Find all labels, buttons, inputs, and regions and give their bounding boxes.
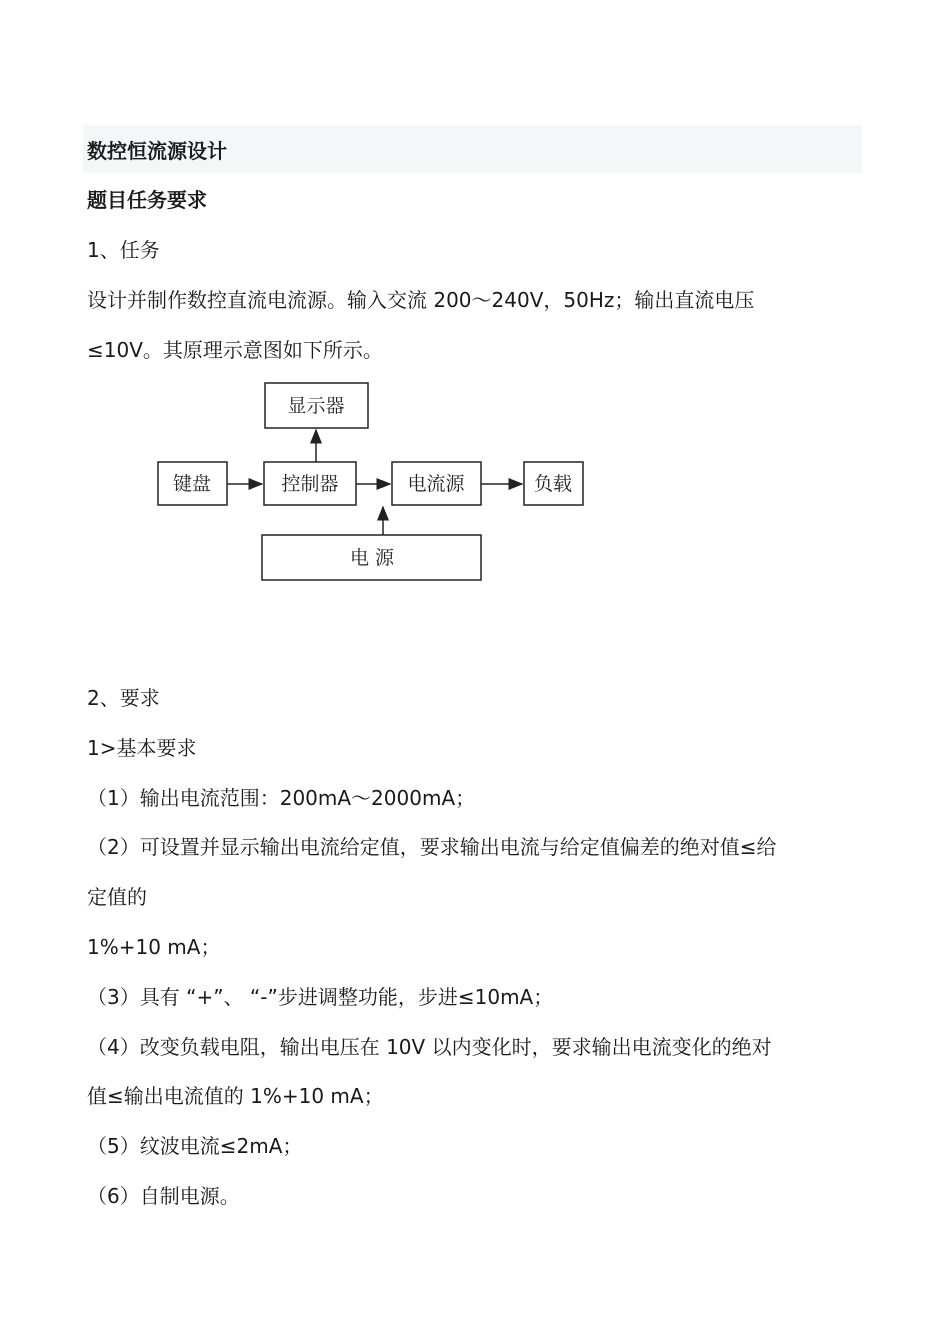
requirements-heading: 2、要求	[87, 686, 160, 710]
controller-label: 控制器	[281, 473, 339, 495]
block-diagram	[150, 375, 600, 590]
task-text-line-2: ≤10V。其原理示意图如下所示。	[87, 338, 383, 362]
requirement-6: （6）自制电源。	[87, 1184, 240, 1208]
section-heading: 题目任务要求	[87, 188, 207, 212]
requirement-3: （3）具有 “+”、 “-”步进调整功能，步进≤10mA；	[87, 985, 554, 1009]
requirement-1: （1）输出电流范围：200mA～2000mA；	[87, 786, 476, 810]
power-supply-label: 电 源	[349, 547, 395, 569]
requirement-2-line-1: （2）可设置并显示输出电流给定值，要求输出电流与给定值偏差的绝对值≤给	[87, 835, 777, 859]
requirement-5: （5）纹波电流≤2mA；	[87, 1134, 303, 1158]
requirement-2-line-3: 1%+10 mA；	[87, 935, 221, 959]
current-source-label: 电流源	[407, 473, 465, 495]
requirement-4-line-1: （4）改变负载电阻，输出电压在 10V 以内变化时，要求输出电流变化的绝对	[87, 1035, 772, 1059]
requirement-2-line-2: 定值的	[87, 885, 147, 909]
page-title: 数控恒流源设计	[87, 139, 227, 163]
display-label: 显示器	[287, 395, 345, 417]
keyboard-label: 键盘	[172, 473, 212, 495]
requirement-4-line-2: 值≤输出电流值的 1%+10 mA；	[87, 1084, 384, 1108]
basic-requirements-heading: 1>基本要求	[87, 736, 197, 760]
task-text-line-1: 设计并制作数控直流电流源。输入交流 200～240V，50Hz；输出直流电压	[87, 288, 755, 312]
load-label: 负载	[533, 473, 573, 495]
task-heading: 1、任务	[87, 238, 160, 262]
